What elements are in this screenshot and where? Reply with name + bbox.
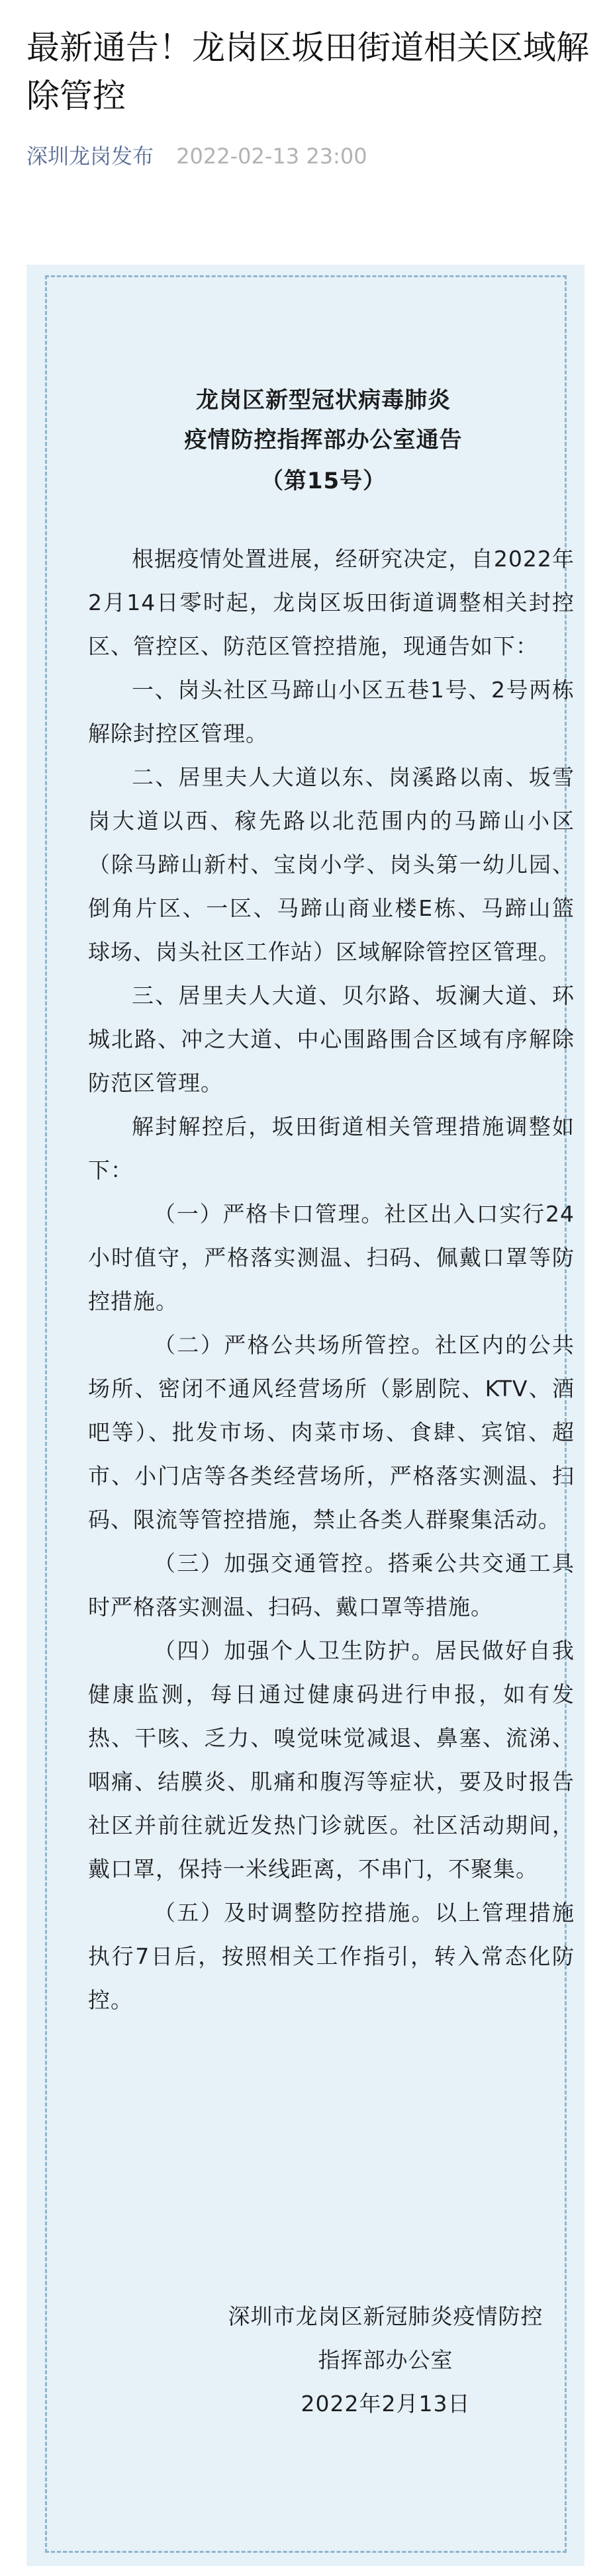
notice-body — [88, 537, 575, 2022]
paragraph-adjustments: 解封解控后，坂田街道相关管理措施调整如下： — [88, 1114, 575, 1183]
paragraph-measure-2: （二）严格公共场所管控。社区内的公共场所、密闭不通风经营场所（影剧院、KTV、酒吧等）、批发市场、肉菜市场、食肆、宾馆、超市、小门店等各类经营场所，严格落实测温、扫码、限流等管控措施，禁止各类人群聚集活动。 — [88, 1332, 575, 1532]
article-meta — [26, 142, 367, 171]
paragraph-item-3: 三、居里夫人大道、贝尔路、坂澜大道、环城北路、冲之大道、中心围路围合区域有序解除防范区管理。 — [88, 983, 575, 1096]
paragraph-measure-3: （三）加强交通管控。搭乘公共交通工具时严格落实测温、扫码、戴口罩等措施。 — [88, 1550, 575, 1620]
paragraph-item-2: 二、居里夫人大道以东、岗溪路以南、坂雪岗大道以西、稼先路以北范围内的马蹄山小区（除马蹄山新村、宝岗小学、岗头第一幼儿园、倒角片区、一区、马蹄山商业楼E栋、马蹄山篮球场、岗头社区工作站）区域解除管控区管理。 — [88, 764, 575, 965]
publish-date: 2022-02-13 23:00 — [176, 144, 367, 169]
paragraph-measure-1: （一）严格卡口管理。社区出入口实行24 小时值守，严格落实测温、扫码、佩戴口罩等防控措施。 — [88, 1201, 575, 1314]
paragraph-measure-5: （五）及时调整防控措施。以上管理措施执行7日后，按照相关工作指引，转入常态化防控。 — [88, 1900, 575, 2013]
notice-heading-line2: 疫情防控指挥部办公室通告 — [184, 427, 463, 453]
signature-date: 2022年2月13日 — [301, 2391, 471, 2417]
notice-heading-line1: 龙岗区新型冠状病毒肺炎 — [196, 387, 451, 414]
notice-signature — [185, 2295, 586, 2426]
article-header — [0, 0, 611, 265]
signature-line1: 深圳市龙岗区新冠肺炎疫情防控 — [228, 2303, 543, 2329]
signature-line2: 指挥部办公室 — [318, 2347, 453, 2373]
paragraph-item-1: 一、岗头社区马蹄山小区五巷1号、2号两栋解除封控区管理。 — [88, 677, 575, 746]
notice-image — [26, 265, 585, 2566]
notice-number: （第15号） — [260, 468, 387, 494]
paragraph-measure-4: （四）加强个人卫生防护。居民做好自我健康监测，每日通过健康码进行申报，如有发热、干咳、乏力、嗅觉味觉减退、鼻塞、流涕、咽痛、结膜炎、肌痛和腹泻等症状，要及时报告社区并前往就近发热门诊就医。社区活动期间，戴口罩，保持一米线距离，不串门，不聚集。 — [88, 1638, 575, 1882]
paragraph-intro: 根据疫情处置进展，经研究决定，自2022年2月14日零时起，龙岗区坂田街道调整相关封控区、管控区、防范区管控措施，现通告如下： — [88, 546, 575, 659]
source-account-link[interactable]: 深圳龙岗发布 — [26, 144, 154, 169]
article-title: 最新通告！龙岗区坂田街道相关区域解除管控 — [26, 28, 589, 115]
